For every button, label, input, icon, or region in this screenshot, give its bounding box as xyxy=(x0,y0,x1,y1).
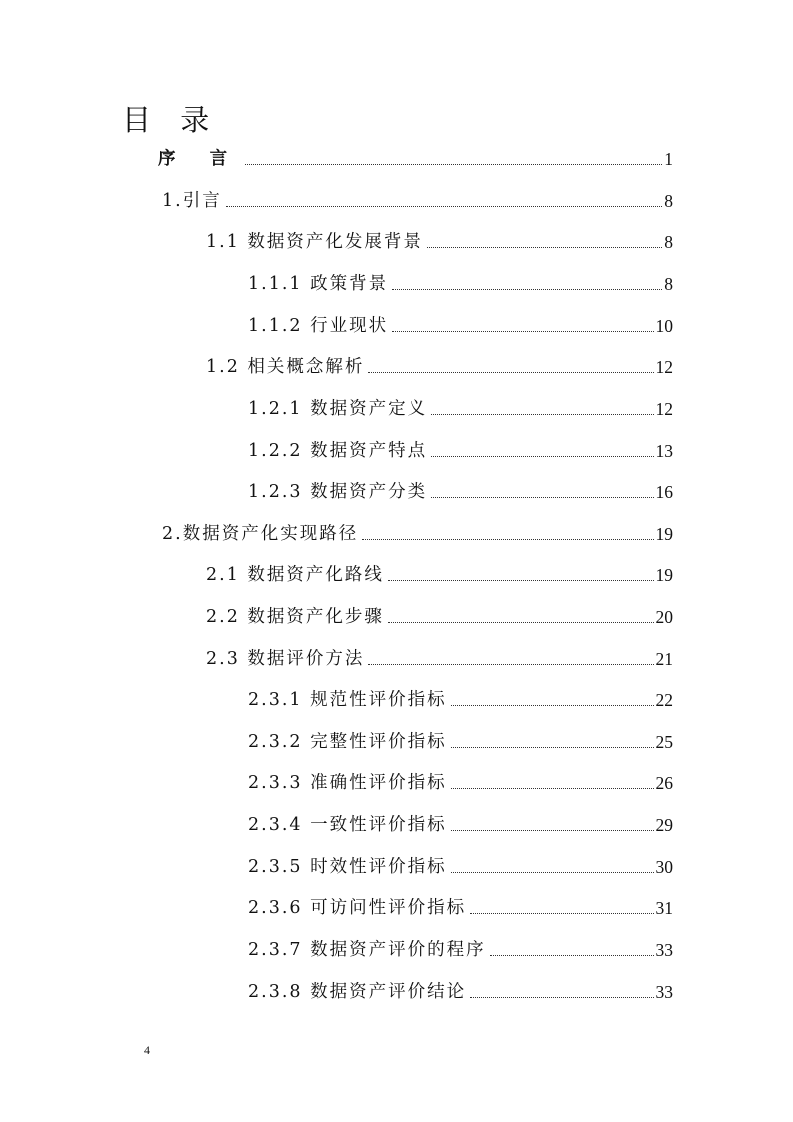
toc-entry-2[interactable] xyxy=(162,522,673,546)
toc-entry-label: 2.1 数据资产化路线 xyxy=(206,565,384,585)
toc-entry-label: 2.2 数据资产化步骤 xyxy=(206,607,384,627)
toc-entry-page: 1 xyxy=(664,149,673,169)
toc-title: 目 录 xyxy=(122,103,220,137)
toc-entry-page: 19 xyxy=(655,524,673,544)
toc-entry-1-1-1[interactable] xyxy=(248,272,673,296)
dot-leader xyxy=(368,372,653,373)
page-number: 4 xyxy=(144,1043,150,1057)
toc-entry-page: 10 xyxy=(655,316,673,336)
toc-entry-label: 1.引言 xyxy=(162,191,222,211)
dot-leader xyxy=(368,664,653,665)
toc-entry-label: 2.3.3 准确性评价指标 xyxy=(248,773,447,793)
toc-entry-label: 2.3.1 规范性评价指标 xyxy=(248,690,447,710)
toc-entry-label: 2.3 数据评价方法 xyxy=(206,649,365,669)
toc-entry-1-2[interactable] xyxy=(206,355,673,379)
toc-entry-page: 8 xyxy=(664,191,673,211)
toc-entry-2-3-2[interactable] xyxy=(248,730,673,754)
toc-entry-page: 19 xyxy=(655,565,673,585)
toc-entry-page: 12 xyxy=(655,399,673,419)
dot-leader xyxy=(392,331,653,332)
dot-leader xyxy=(431,456,653,457)
toc-entry-page: 26 xyxy=(655,773,673,793)
toc-entry-preface[interactable] xyxy=(158,147,673,171)
dot-leader xyxy=(226,206,663,207)
toc-entry-label: 2.3.8 数据资产评价结论 xyxy=(248,982,467,1002)
dot-leader xyxy=(451,872,654,873)
toc-entry-page: 8 xyxy=(664,232,673,252)
toc-entry-2-1[interactable] xyxy=(206,563,673,587)
toc-entry-page: 20 xyxy=(655,607,673,627)
toc-entry-label: 1.1.2 行业现状 xyxy=(248,316,389,336)
dot-leader xyxy=(451,788,654,789)
toc-entry-label: 1.2 相关概念解析 xyxy=(206,357,365,377)
dot-leader xyxy=(388,580,654,581)
dot-leader xyxy=(451,830,654,831)
toc-entry-page: 12 xyxy=(655,357,673,377)
toc-entry-page: 21 xyxy=(655,649,673,669)
toc-entry-label: 2.3.6 可访问性评价指标 xyxy=(248,898,467,918)
toc-entry-1-1-2[interactable] xyxy=(248,314,673,338)
toc-entry-label: 2.3.2 完整性评价指标 xyxy=(248,732,447,752)
toc-entry-1-2-2[interactable] xyxy=(248,439,673,463)
toc-entry-2-3-8[interactable] xyxy=(248,980,673,1004)
toc-entry-page: 22 xyxy=(655,690,673,710)
toc-entry-page: 33 xyxy=(655,940,673,960)
toc-entry-label: 序 言 xyxy=(158,149,242,169)
toc-entry-label: 1.1.1 政策背景 xyxy=(248,274,389,294)
toc-entry-2-3-3[interactable] xyxy=(248,771,673,795)
dot-leader xyxy=(427,247,662,248)
toc-entry-2-2[interactable] xyxy=(206,605,673,629)
toc-entry-page: 16 xyxy=(655,482,673,502)
dot-leader xyxy=(392,289,662,290)
toc-entry-page: 25 xyxy=(655,732,673,752)
toc-entry-label: 1.1 数据资产化发展背景 xyxy=(206,232,423,252)
toc-entry-2-3-5[interactable] xyxy=(248,855,673,879)
toc-entry-page: 13 xyxy=(655,441,673,461)
dot-leader xyxy=(431,414,653,415)
dot-leader xyxy=(451,705,654,706)
toc-entry-label: 2.3.7 数据资产评价的程序 xyxy=(248,940,486,960)
toc-entry-page: 29 xyxy=(655,815,673,835)
toc-entry-label: 1.2.1 数据资产定义 xyxy=(248,399,428,419)
dot-leader xyxy=(470,997,653,998)
toc-entry-page: 31 xyxy=(655,898,673,918)
toc-entry-1-1[interactable] xyxy=(206,230,673,254)
toc-entry-2-3-1[interactable] xyxy=(248,688,673,712)
toc-entry-label: 2.3.5 时效性评价指标 xyxy=(248,857,447,877)
toc-entry-2-3-7[interactable] xyxy=(248,938,673,962)
dot-leader xyxy=(388,622,654,623)
toc-entry-2-3-6[interactable] xyxy=(248,896,673,920)
toc-entry-page: 8 xyxy=(664,274,673,294)
toc-entry-page: 33 xyxy=(655,982,673,1002)
dot-leader xyxy=(362,539,653,540)
toc-entry-1-2-1[interactable] xyxy=(248,397,673,421)
toc-entry-page: 30 xyxy=(655,857,673,877)
dot-leader xyxy=(470,913,653,914)
toc-entry-1[interactable] xyxy=(162,189,673,213)
toc-entry-label: 2.3.4 一致性评价指标 xyxy=(248,815,447,835)
toc-entry-label: 1.2.3 数据资产分类 xyxy=(248,482,428,502)
toc-entry-2-3-4[interactable] xyxy=(248,813,673,837)
dot-leader xyxy=(245,164,662,165)
dot-leader xyxy=(431,497,653,498)
toc-entry-2-3[interactable] xyxy=(206,647,673,671)
toc-entry-label: 2.数据资产化实现路径 xyxy=(162,524,359,544)
toc-entry-label: 1.2.2 数据资产特点 xyxy=(248,441,428,461)
dot-leader xyxy=(490,955,654,956)
dot-leader xyxy=(451,747,654,748)
toc-entry-1-2-3[interactable] xyxy=(248,480,673,504)
